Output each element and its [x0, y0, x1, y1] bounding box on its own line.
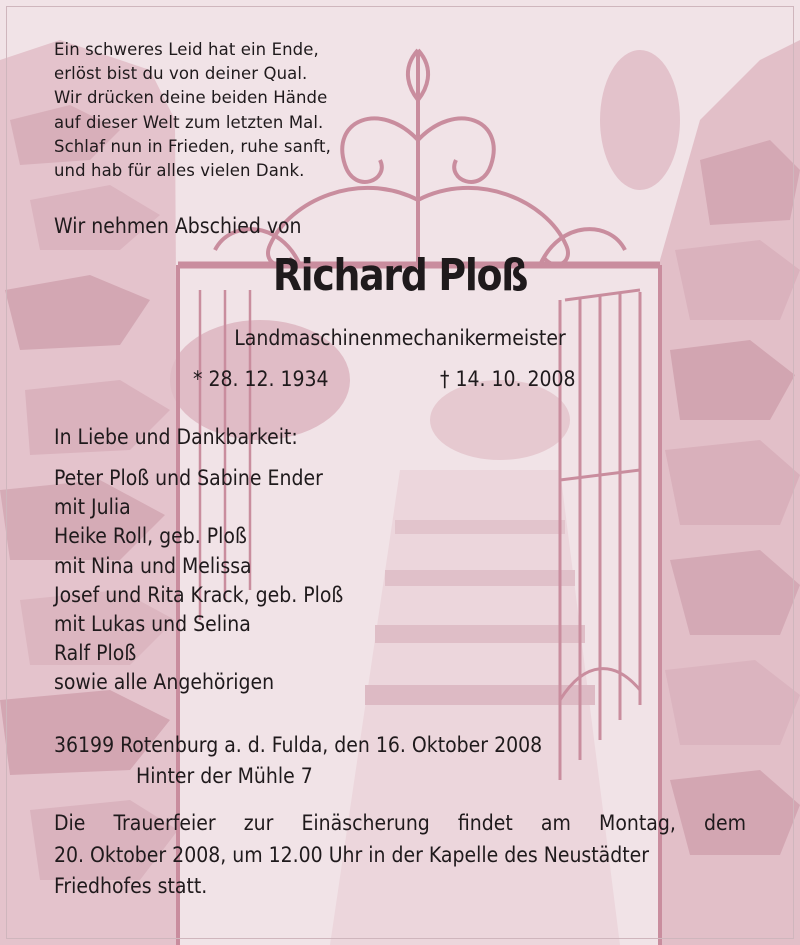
poem: [54, 38, 331, 183]
mourners-list: [54, 464, 343, 698]
mourner-line: sowie alle Angehörigen: [54, 670, 275, 695]
farewell-intro: Wir nehmen Abschied von: [54, 214, 302, 238]
mourner-line: Peter Ploß und Sabine Ender: [54, 466, 323, 490]
poem-line: auf dieser Welt zum letzten Mal.: [54, 112, 324, 132]
dedication: In Liebe und Dankbarkeit:: [54, 425, 298, 449]
funeral-notice: [54, 808, 746, 903]
street-address: Hinter der Mühle 7: [136, 764, 313, 788]
deceased-name: Richard Ploß: [272, 250, 528, 301]
mourner-line: Heike Roll, geb. Ploß: [54, 524, 247, 549]
mourner-line: Josef und Rita Krack, geb. Ploß: [54, 582, 344, 607]
mourner-line: mit Julia: [54, 495, 131, 520]
birth-date: * 28. 12. 1934: [193, 367, 329, 391]
mourner-line: mit Lukas und Selina: [54, 611, 251, 636]
poem-line: und hab für alles vielen Dank.: [54, 160, 305, 180]
mourner-line: Ralf Ploß: [54, 641, 137, 666]
mourner-line: mit Nina und Melissa: [54, 553, 252, 578]
notice-line: Die Trauerfeier zur Einäscherung findet am Montag, dem: [54, 811, 746, 835]
poem-line: Ein schweres Leid hat ein Ende,: [54, 40, 319, 59]
notice-line: Friedhofes statt.: [54, 874, 208, 898]
poem-line: Wir drücken deine beiden Hände: [54, 88, 328, 108]
place-and-date: 36199 Rotenburg a. d. Fulda, den 16. Oktober 2008: [54, 733, 543, 757]
poem-line: erlöst bist du von deiner Qual.: [54, 64, 308, 84]
poem-line: Schlaf nun in Frieden, ruhe sanft,: [54, 136, 331, 156]
notice-line: 20. Oktober 2008, um 12.00 Uhr in der Kapelle des Neustädter: [54, 842, 650, 867]
deceased-profession: Landmaschinenmechanikermeister: [234, 326, 566, 350]
death-date: † 14. 10. 2008: [440, 367, 576, 391]
